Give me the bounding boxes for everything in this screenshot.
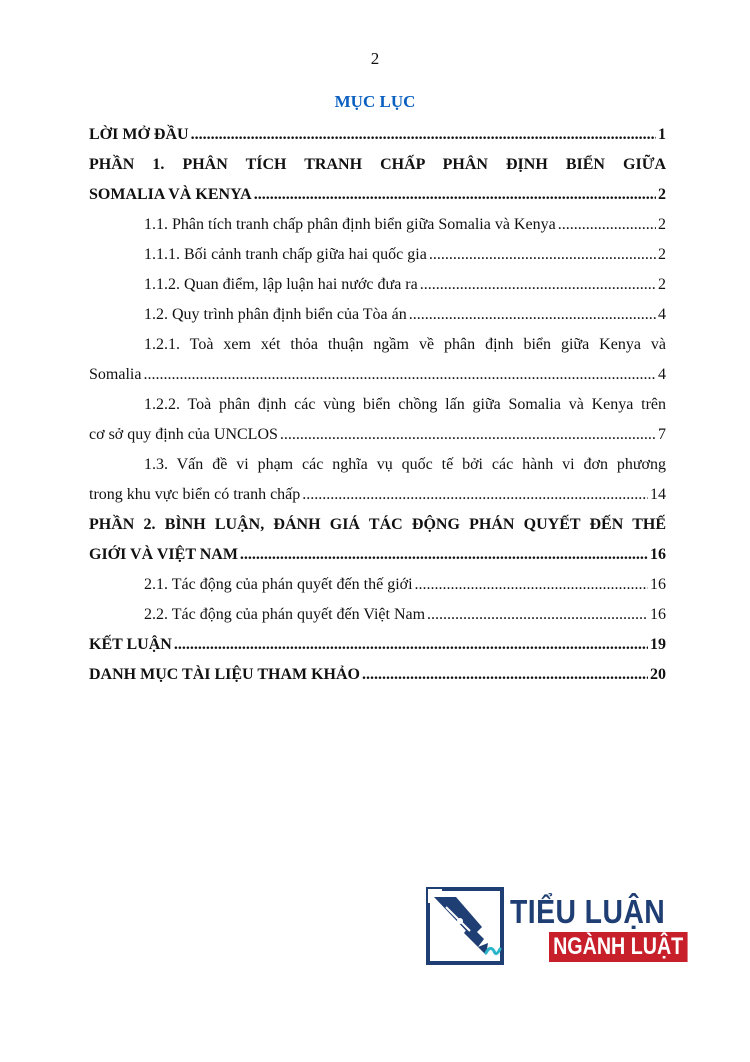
toc-entry-part-2[interactable] [89, 510, 666, 570]
toc-entry-page: 4 [658, 366, 666, 383]
dot-leader [174, 630, 648, 660]
toc-entry-1-1-2[interactable] [89, 270, 666, 300]
toc-title: MỤC LỤC [334, 92, 416, 111]
toc-entry-label: 1.1.1. Bối cảnh tranh chấp giữa hai quốc gia [144, 246, 427, 263]
toc-entry-page: 20 [650, 666, 666, 683]
toc-entry-page: 2 [658, 246, 666, 263]
toc-entry-label: 2.1. Tác động của phán quyết đến thế giới [144, 576, 413, 593]
dot-leader [280, 420, 656, 450]
logo-subtitle: NGÀNH LUẬT [549, 932, 687, 962]
toc-entry-label: LỜI MỞ ĐẦU [89, 126, 189, 143]
dot-leader [420, 270, 656, 300]
toc-entry-line: PHẦN 2. BÌNH LUẬN, ĐÁNH GIÁ TÁC ĐỘNG PHÁN QUYẾT ĐẾN THẾ [89, 516, 666, 533]
logo-title: TIỂU LUẬN [510, 893, 666, 930]
toc-entry-page: 7 [658, 426, 666, 443]
dot-leader [427, 600, 648, 630]
brand-logo [426, 887, 684, 967]
toc-entry-2-2[interactable] [89, 600, 666, 630]
toc-entry-page: 16 [650, 546, 666, 563]
toc-entry-conclusion[interactable] [89, 630, 666, 660]
dot-leader [254, 180, 656, 210]
toc-entry-line: 1.3. Vấn đề vi phạm các nghĩa vụ quốc tế bởi các hành vi đơn phương [144, 456, 666, 473]
toc-entry-line: PHẦN 1. PHÂN TÍCH TRANH CHẤP PHÂN ĐỊNH BIỂN GIỮA [89, 156, 666, 173]
toc-entry-page: 14 [650, 486, 666, 503]
toc-entry-page: 16 [650, 576, 666, 593]
toc-entry-page: 1 [658, 126, 666, 143]
dot-leader [302, 480, 648, 510]
toc-entry-label: DANH MỤC TÀI LIỆU THAM KHẢO [89, 666, 360, 683]
toc-entry-2-1[interactable] [89, 570, 666, 600]
toc-entry-page: 19 [650, 636, 666, 653]
toc-entry-line: 1.2.1. Toà xem xét thỏa thuận ngầm về phân định biển giữa Kenya và [144, 336, 666, 353]
toc-entry-label: cơ sở quy định của UNCLOS [89, 426, 278, 443]
toc-entry-page: 16 [650, 606, 666, 623]
toc-entry-label: GIỚI VÀ VIỆT NAM [89, 546, 238, 563]
toc-entry-1-2-1[interactable] [89, 330, 666, 390]
table-of-contents [89, 120, 666, 690]
toc-entry-label: KẾT LUẬN [89, 636, 172, 653]
toc-entry-1-2-2[interactable] [89, 390, 666, 450]
toc-entry-1-1[interactable] [89, 210, 666, 240]
toc-entry-label: trong khu vực biển có tranh chấp [89, 486, 301, 503]
page-number: 2 [370, 49, 380, 68]
toc-entry-introduction[interactable] [89, 120, 666, 150]
toc-entry-1-2[interactable] [89, 300, 666, 330]
dot-leader [558, 210, 656, 240]
dot-leader [143, 360, 656, 390]
toc-entry-label: 1.1.2. Quan điểm, lập luận hai nước đưa ra [144, 276, 418, 293]
dot-leader [240, 540, 648, 570]
toc-entry-page: 2 [658, 276, 666, 293]
pen-nib-icon [426, 887, 504, 965]
toc-entry-page: 2 [658, 216, 666, 233]
dot-leader [429, 240, 656, 270]
toc-entry-label: 1.2. Quy trình phân định biển của Tòa án [144, 306, 407, 323]
toc-entry-1-1-1[interactable] [89, 240, 666, 270]
toc-entry-1-3[interactable] [89, 450, 666, 510]
toc-entry-part-1[interactable] [89, 150, 666, 210]
toc-entry-page: 4 [658, 306, 666, 323]
dot-leader [191, 120, 656, 150]
toc-entry-line: 1.2.2. Toà phân định các vùng biển chồng lấn giữa Somalia và Kenya trên [144, 396, 666, 413]
toc-entry-label: SOMALIA VÀ KENYA [89, 186, 252, 203]
toc-entry-page: 2 [658, 186, 666, 203]
dot-leader [409, 300, 656, 330]
toc-entry-label: Somalia [89, 366, 142, 383]
toc-entry-references[interactable] [89, 660, 666, 690]
dot-leader [362, 660, 648, 690]
toc-entry-label: 2.2. Tác động của phán quyết đến Việt Nam [144, 606, 426, 623]
dot-leader [415, 570, 648, 600]
toc-entry-label: 1.1. Phân tích tranh chấp phân định biển giữa Somalia và Kenya [144, 216, 556, 233]
